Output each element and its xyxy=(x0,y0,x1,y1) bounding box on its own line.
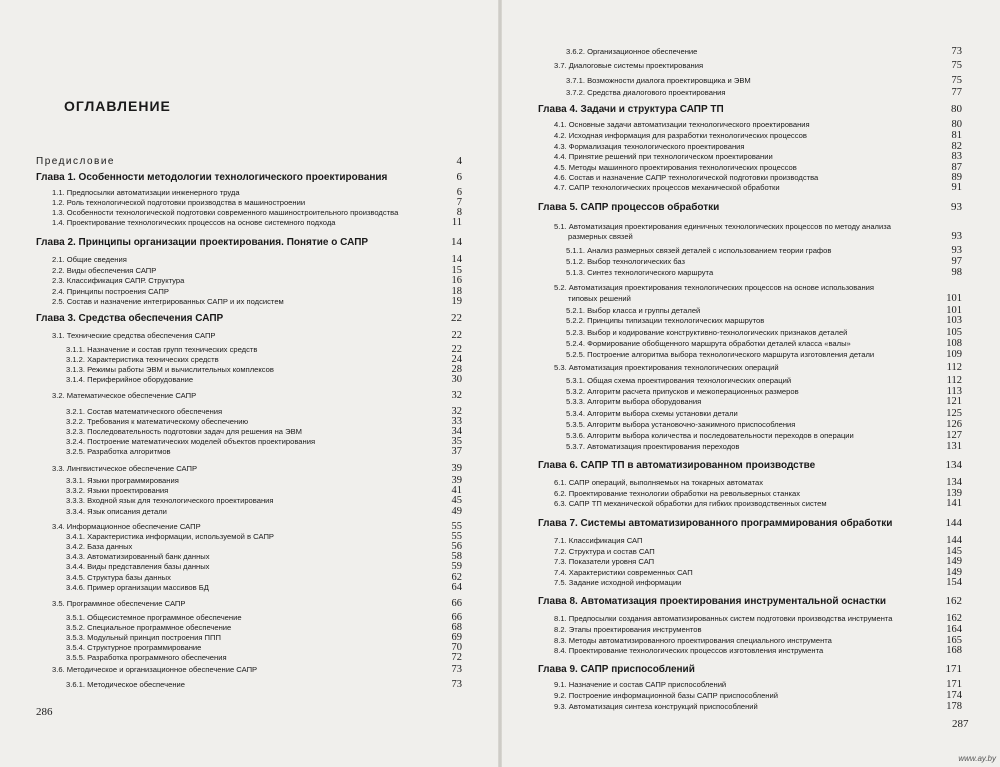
toc-entry-title: 3.3.4. Язык описания детали xyxy=(66,507,167,516)
toc-entry-title: 4.6. Состав и назначение САПР технологической подготовки производства xyxy=(554,173,819,182)
toc-entry-page: 162 xyxy=(945,595,962,607)
toc-entry-page: 39 xyxy=(451,463,462,474)
toc-entry-page: 7 xyxy=(456,197,462,208)
toc-entry-title: 6.1. САПР операций, выполняемых на токарных автоматах xyxy=(554,478,764,487)
toc-entry-page: 30 xyxy=(451,374,462,385)
toc-entry-title: 5.3.2. Алгоритм расчета припусков и межоперационных размеров xyxy=(566,387,799,396)
toc-entry-page: 69 xyxy=(451,632,462,643)
toc-entry-page: 113 xyxy=(946,386,962,397)
toc-entry-title: 3.2.2. Требования к математическому обеспечению xyxy=(66,417,249,426)
toc-entry-page: 139 xyxy=(946,488,962,499)
toc-entry-title: 1.4. Проектирование технологических процессов на основе системного подхода xyxy=(52,218,336,227)
toc-entry-page: 89 xyxy=(951,172,962,183)
toc-entry-title: 5.3.7. Автоматизация проектирования переходов xyxy=(566,442,740,451)
toc-entry-title: 3.6.1. Методическое обеспечение xyxy=(66,680,185,689)
toc-entry-page: 15 xyxy=(451,265,462,276)
toc-entry-title: Глава 7. Системы автоматизированного программирования обработки xyxy=(538,518,893,529)
toc-entry-page: 103 xyxy=(946,315,962,326)
toc-entry-page: 6 xyxy=(456,171,462,183)
toc-entry-title: 3.4.3. Автоматизированный банк данных xyxy=(66,552,210,561)
toc-entry-title: 3.2.5. Разработка алгоритмов xyxy=(66,447,171,456)
toc-entry-title: Глава 1. Особенности методологии технологического проектирования xyxy=(36,172,388,183)
toc-entry-page: 37 xyxy=(451,446,462,457)
toc-entry-title: 3.1.2. Характеристика технических средств xyxy=(66,355,219,364)
toc-entry-title: 3.4.6. Пример организации массивов БД xyxy=(66,583,209,592)
toc-entry-page: 97 xyxy=(951,256,962,267)
toc-entry-page: 93 xyxy=(951,245,962,256)
toc-entry-title: размерных связей xyxy=(568,232,633,241)
toc-entry-title: 5.3.1. Общая схема проектирования технологических операций xyxy=(566,376,792,385)
toc-entry-title: 2.2. Виды обеспечения САПР xyxy=(52,266,157,275)
toc-entry-page: 98 xyxy=(951,267,962,278)
toc-entry-page: 8 xyxy=(456,207,462,218)
toc-entry-title: 3.5.4. Структурное программирование xyxy=(66,643,202,652)
toc-entry-page: 144 xyxy=(945,517,962,529)
toc-entry-title: 7.4. Характеристики современных САП xyxy=(554,568,693,577)
toc-entry-title: 3.2.4. Построение математических моделей объектов проектирования xyxy=(66,437,316,446)
toc-entry-title: 6.2. Проектирование технологии обработки на револьверных станках xyxy=(554,489,801,498)
toc-entry-page: 33 xyxy=(451,416,462,427)
toc-entry-title: 3.5.5. Разработка программного обеспечения xyxy=(66,653,227,662)
toc-entry-title: 3.1.1. Назначение и состав групп технических средств xyxy=(66,345,258,354)
toc-entry-page: 18 xyxy=(451,286,462,297)
toc-entry-page: 87 xyxy=(951,162,962,173)
toc-entry-title: 5.2.1. Выбор класса и группы деталей xyxy=(566,306,701,315)
toc-entry-title: 3.4. Информационное обеспечение САПР xyxy=(52,522,201,531)
toc-entry-page: 58 xyxy=(451,551,462,562)
toc-entry-page: 19 xyxy=(451,296,462,307)
toc-entry-title: 4.2. Исходная информация для разработки технологических процессов xyxy=(554,131,807,140)
toc-entry-title: Глава 3. Средства обеспечения САПР xyxy=(36,313,224,324)
toc-entry-page: 83 xyxy=(951,151,962,162)
toc-entry-title: 7.2. Структура и состав САП xyxy=(554,547,655,556)
toc-entry-page: 73 xyxy=(951,46,962,57)
toc-entry-page: 141 xyxy=(946,498,962,509)
toc-entry-page: 24 xyxy=(451,354,462,365)
toc-entry-page: 16 xyxy=(451,275,462,286)
toc-entry-title: 9.1. Назначение и состав САПР приспособлений xyxy=(554,680,727,689)
toc-entry-page: 105 xyxy=(946,327,962,338)
toc-entry-title: 3.1.3. Режимы работы ЭВМ и вычислительных комплексов xyxy=(66,365,274,374)
toc-entry-title: 3.4.4. Виды представления базы данных xyxy=(66,562,210,571)
toc-entry-page: 34 xyxy=(451,426,462,437)
toc-entry-title: 1.3. Особенности технологической подготовки современного машиностроительного производства xyxy=(52,208,399,217)
toc-entry-title: 3.5. Программное обеспечение САПР xyxy=(52,599,186,608)
page-heading: ОГЛАВЛЕНИЕ xyxy=(64,98,171,114)
toc-entry-page: 56 xyxy=(451,541,462,552)
toc-entry-page: 22 xyxy=(451,344,462,355)
toc-entry-page: 93 xyxy=(951,201,962,213)
toc-entry-title: 3.7. Диалоговые системы проектирования xyxy=(554,61,704,70)
toc-entry-title: 3.5.2. Специальное программное обеспечение xyxy=(66,623,232,632)
toc-entry-title: 3.4.2. База данных xyxy=(66,542,133,551)
toc-entry-page: 39 xyxy=(451,475,462,486)
toc-entry-title: 4.3. Формализация технологического проектирования xyxy=(554,142,745,151)
right-page xyxy=(500,0,1000,767)
toc-entry-page: 66 xyxy=(451,612,462,623)
toc-entry-page: 55 xyxy=(451,531,462,542)
toc-entry-title: 2.1. Общие сведения xyxy=(52,255,127,264)
toc-entry-title: Глава 4. Задачи и структура САПР ТП xyxy=(538,104,724,115)
toc-entry-page: 14 xyxy=(451,236,462,248)
toc-entry-title: 5.3. Автоматизация проектирования технологических операций xyxy=(554,363,779,372)
toc-entry-page: 32 xyxy=(451,406,462,417)
toc-entry-title: 5.1.2. Выбор технологических баз xyxy=(566,257,686,266)
toc-entry-page: 75 xyxy=(951,75,962,86)
toc-entry-page: 144 xyxy=(946,535,962,546)
toc-entry-title: 3.3.3. Входной язык для технологического проектирования xyxy=(66,496,274,505)
toc-entry-page: 174 xyxy=(946,690,962,701)
toc-entry-page: 108 xyxy=(946,338,962,349)
toc-entry-title: 5.3.4. Алгоритм выбора схемы установки детали xyxy=(566,409,738,418)
toc-entry-page: 75 xyxy=(951,60,962,71)
toc-entry-title: 5.3.5. Алгоритм выбора установочно-зажимного приспособления xyxy=(566,420,796,429)
toc-entry-title: 5.3.6. Алгоритм выбора количества и последовательности переходов в операции xyxy=(566,431,854,440)
toc-entry-title: 4.1. Основные задачи автоматизации технологического проектирования xyxy=(554,120,810,129)
toc-entry-title: 4.5. Методы машинного проектирования технологических процессов xyxy=(554,163,797,172)
toc-entry-page: 14 xyxy=(451,254,462,265)
toc-entry-title: 3.4.1. Характеристика информации, используемой в САПР xyxy=(66,532,274,541)
toc-entry-title: 3.2. Математическое обеспечение САПР xyxy=(52,391,197,400)
toc-entry-title: 6.3. САПР ТП механической обработки для гибких производственных систем xyxy=(554,499,827,508)
toc-entry-title: 5.1. Автоматизация проектирования единичных технологических процессов по методу анализа xyxy=(554,222,891,231)
toc-entry-page: 81 xyxy=(951,130,962,141)
toc-entry-title: 4.7. САПР технологических процессов механической обработки xyxy=(554,183,780,192)
toc-entry-title: 9.2. Построение информационной базы САПР приспособлений xyxy=(554,691,778,700)
toc-entry-title: 9.3. Автоматизация синтеза конструкций приспособлений xyxy=(554,702,758,711)
toc-entry-page: 126 xyxy=(946,419,962,430)
toc-entry-page: 73 xyxy=(451,664,462,675)
toc-entry-title: 7.1. Классификация САП xyxy=(554,536,643,545)
toc-entry-title: 3.3.2. Языки проектирования xyxy=(66,486,169,495)
toc-entry-title: 3.5.1. Общесистемное программное обеспечение xyxy=(66,613,242,622)
toc-entry-title: 2.4. Принципы построения САПР xyxy=(52,287,169,296)
toc-entry-title: 1.2. Роль технологической подготовки производства в машиностроении xyxy=(52,198,306,207)
toc-entry-page: 49 xyxy=(451,506,462,517)
toc-right xyxy=(500,0,1000,767)
toc-entry-page: 171 xyxy=(946,679,962,690)
toc-entry-page: 72 xyxy=(451,652,462,663)
toc-entry-title: Предисловие xyxy=(36,156,115,167)
toc-entry-page: 22 xyxy=(451,312,462,324)
toc-entry-title: 3.2.1. Состав математического обеспечения xyxy=(66,407,223,416)
toc-entry-page: 32 xyxy=(451,390,462,401)
toc-entry-title: 1.1. Предпосылки автоматизации инженерного труда xyxy=(52,188,240,197)
toc-entry-title: 5.2.3. Выбор и кодирование конструктивно-технологических признаков деталей xyxy=(566,328,848,337)
toc-entry-page: 131 xyxy=(946,441,962,452)
toc-entry-page: 41 xyxy=(451,485,462,496)
toc-entry-title: 8.4. Проектирование технологических процессов изготовления инструмента xyxy=(554,646,824,655)
toc-entry-title: 7.5. Задание исходной информации xyxy=(554,578,682,587)
toc-entry-page: 149 xyxy=(946,567,962,578)
toc-entry-page: 101 xyxy=(946,293,962,304)
toc-entry-page: 28 xyxy=(451,364,462,375)
toc-entry-page: 134 xyxy=(945,459,962,471)
toc-entry-title: 3.6. Методическое и организационное обеспечение САПР xyxy=(52,665,258,674)
toc-entry-title: Глава 6. САПР ТП в автоматизированном производстве xyxy=(538,460,816,471)
toc-entry-page: 59 xyxy=(451,561,462,572)
toc-entry-page: 68 xyxy=(451,622,462,633)
toc-entry-page: 91 xyxy=(951,182,962,193)
watermark: www.ay.by xyxy=(958,754,996,763)
toc-entry-page: 62 xyxy=(451,572,462,583)
toc-entry-page: 11 xyxy=(451,217,462,228)
toc-entry-title: 8.3. Методы автоматизированного проектирования специального инструмента xyxy=(554,636,832,645)
page-number-right: 287 xyxy=(952,718,969,730)
toc-entry-page: 35 xyxy=(451,436,462,447)
toc-entry-page: 45 xyxy=(451,495,462,506)
toc-entry-title: 3.7.1. Возможности диалога проектировщика и ЭВМ xyxy=(566,76,751,85)
toc-entry-title: типовых решений xyxy=(568,294,631,303)
toc-entry-page: 109 xyxy=(946,349,962,360)
toc-entry-title: 3.6.2. Организационное обеспечение xyxy=(566,47,698,56)
toc-entry-title: 5.1.1. Анализ размерных связей деталей с использованием теории графов xyxy=(566,246,832,255)
toc-entry-title: Глава 5. САПР процессов обработки xyxy=(538,202,720,213)
toc-entry-title: 3.2.3. Последовательность подготовки задач для решения на ЭВМ xyxy=(66,427,302,436)
toc-entry-page: 4 xyxy=(456,155,462,167)
toc-entry-title: 5.2.5. Построение алгоритма выбора технологического маршрута изготовления детали xyxy=(566,350,875,359)
toc-entry-page: 112 xyxy=(946,375,962,386)
toc-entry-title: 2.3. Классификация САПР. Структура xyxy=(52,276,185,285)
toc-entry-title: 3.1. Технические средства обеспечения САПР xyxy=(52,331,216,340)
toc-entry-title: 5.3.3. Алгоритм выбора оборудования xyxy=(566,397,702,406)
toc-entry-page: 164 xyxy=(946,624,962,635)
toc-entry-title: 3.3.1. Языки программирования xyxy=(66,476,179,485)
toc-entry-page: 145 xyxy=(946,546,962,557)
toc-entry-title: 5.2. Автоматизация проектирования технологических процессов на основе использования xyxy=(554,283,874,292)
toc-entry-title: 3.4.5. Структура базы данных xyxy=(66,573,171,582)
toc-entry-page: 112 xyxy=(946,362,962,373)
toc-entry-title: 3.5.3. Модульный принцип построения ППП xyxy=(66,633,221,642)
toc-entry-page: 73 xyxy=(451,679,462,690)
page-number-left: 286 xyxy=(36,706,53,718)
toc-entry-page: 101 xyxy=(946,305,962,316)
toc-entry-title: 5.1.3. Синтез технологического маршрута xyxy=(566,268,714,277)
toc-entry-title: 4.4. Принятие решений при технологическом проектировании xyxy=(554,152,773,161)
toc-entry-page: 127 xyxy=(946,430,962,441)
toc-entry-page: 22 xyxy=(451,330,462,341)
toc-entry-title: 2.5. Состав и назначение интегрированных САПР и их подсистем xyxy=(52,297,284,306)
toc-entry-title: Глава 9. САПР приспособлений xyxy=(538,664,695,675)
toc-entry-title: 8.1. Предпосылки создания автоматизированных систем подготовки производства инструмента xyxy=(554,614,893,623)
toc-entry-title: 7.3. Показатели уровня САП xyxy=(554,557,655,566)
toc-entry-page: 6 xyxy=(456,187,462,198)
toc-entry-page: 171 xyxy=(945,663,962,675)
toc-entry-title: 8.2. Этапы проектирования инструментов xyxy=(554,625,702,634)
toc-entry-page: 82 xyxy=(951,141,962,152)
toc-entry-page: 178 xyxy=(946,701,962,712)
toc-entry-page: 70 xyxy=(451,642,462,653)
toc-entry-title: Глава 2. Принципы организации проектирования. Понятие о САПР xyxy=(36,237,369,248)
toc-entry-page: 168 xyxy=(946,645,962,656)
toc-entry-title: 5.2.4. Формирование обобщенного маршрута обработки деталей класса «валы» xyxy=(566,339,851,348)
toc-entry-page: 121 xyxy=(946,396,962,407)
toc-entry-page: 80 xyxy=(951,119,962,130)
toc-entry-page: 64 xyxy=(451,582,462,593)
toc-entry-page: 55 xyxy=(451,521,462,532)
toc-entry-page: 66 xyxy=(451,598,462,609)
toc-entry-page: 80 xyxy=(951,103,962,115)
toc-entry-title: 3.3. Лингвистическое обеспечение САПР xyxy=(52,464,198,473)
toc-entry-title: 3.7.2. Средства диалогового проектирования xyxy=(566,88,726,97)
toc-entry-page: 149 xyxy=(946,556,962,567)
toc-entry-page: 162 xyxy=(946,613,962,624)
toc-entry-title: Глава 8. Автоматизация проектирования инструментальной оснастки xyxy=(538,596,887,607)
toc-entry-page: 77 xyxy=(951,87,962,98)
toc-entry-page: 134 xyxy=(946,477,962,488)
toc-entry-page: 165 xyxy=(946,635,962,646)
toc-entry-page: 93 xyxy=(951,231,962,242)
toc-entry-page: 125 xyxy=(946,408,962,419)
toc-entry-title: 5.2.2. Принципы типизации технологических маршрутов xyxy=(566,316,765,325)
toc-entry-title: 3.1.4. Периферийное оборудование xyxy=(66,375,194,384)
toc-entry-page: 154 xyxy=(946,577,962,588)
